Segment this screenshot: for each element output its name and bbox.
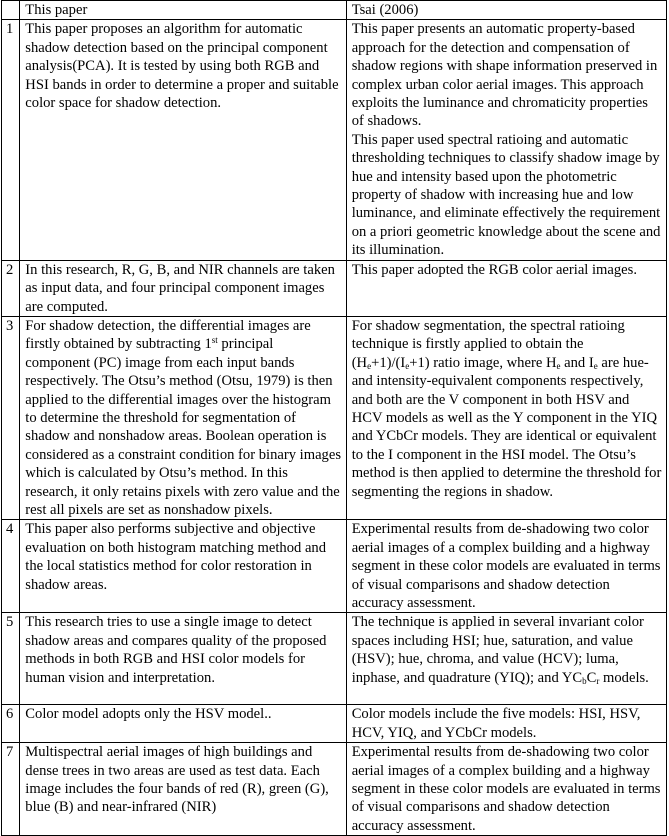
tsai-text-5: are hue- and intensity-equivalent components respectively, and both are the V component in both HSV and HCV models as well as the Y component in the YIQ and YCbCr models. They are identical or equivalent to the I component in the HSI model. The Otsu’s method is then applied to determine the threshold for segmenting the regions in shadow. xyxy=(351,354,662,500)
tsai-cell: Experimental results from de-shadowing two color aerial images of a complex building and a highway segment in these color models are evaluated in terms of visual comparisons and shadow detection accuracy assessment. xyxy=(346,743,666,836)
row-number: 2 xyxy=(2,260,20,316)
header-num-cell xyxy=(2,1,20,20)
subscript-e: e xyxy=(367,360,372,371)
subscript-e: e xyxy=(556,360,561,371)
row-number: 3 xyxy=(2,316,20,519)
tsai-cell: Experimental results from de-shadowing two color aerial images of a complex building and a highway segment in these color models are evaluated in terms of visual comparisons and shadow detection accuracy assessment. xyxy=(346,520,666,613)
table-row xyxy=(2,260,667,316)
subscript-b: b xyxy=(582,675,587,686)
table-header-row xyxy=(2,1,667,20)
table-row xyxy=(2,520,667,613)
row-number: 6 xyxy=(2,705,20,743)
this-paper-text: For shadow detection, the differential images are firstly obtained by subtracting 1 xyxy=(25,317,311,353)
tsai-cell xyxy=(346,613,666,705)
row-number: 1 xyxy=(2,20,20,260)
this-paper-cell: This paper also performs subjective and objective evaluation on both histogram matching method and the local statistics method for color restoration in shadow areas. xyxy=(20,520,346,613)
tsai-text: This paper presents an automatic property-based approach for the detection and compensation of shadow regions with shape information preserved in complex urban color aerial images. This approach exploits the luminance and chromaticity properties of shadows. xyxy=(351,21,658,130)
tsai-text: For shadow segmentation, the spectral ratioing technique is firstly applied to obtain the (H xyxy=(351,317,625,371)
this-paper-cell xyxy=(20,316,346,519)
table-row xyxy=(2,316,667,519)
row-number: 7 xyxy=(2,743,20,836)
superscript-st: st xyxy=(211,335,218,346)
tsai-text-2: This paper used spectral ratioing and automatic thresholding techniques to classify shadow image by hue and intensity based upon the photometric property of shadow with increasing hue and low luminance, and eliminate effectively the requirement on a priori geometric knowledge about the scene and its illumination. xyxy=(351,131,661,259)
tsai-text-3: +1) ratio image, where H xyxy=(409,354,557,371)
tsai-cell: This paper adopted the RGB color aerial images. xyxy=(346,260,666,316)
this-paper-cell: Multispectral aerial images of high buildings and dense trees in two areas are used as test data. Each image includes the four bands of red (R), green (G), blue (B) and near-infrared (NIR) xyxy=(20,743,346,836)
comparison-table xyxy=(1,0,667,836)
header-tsai: Tsai (2006) xyxy=(346,1,666,20)
this-paper-cell: This paper proposes an algorithm for automatic shadow detection based on the principal component analysis(PCA). It is tested by using both RGB and HSI bands in order to determine a proper and suitable color space for shadow detection. xyxy=(20,20,346,260)
tsai-text-2: +1)/(I xyxy=(371,354,406,371)
table-row xyxy=(2,743,667,836)
tsai-cell xyxy=(346,316,666,519)
tsai-text-2: C xyxy=(586,669,597,686)
tsai-text: The technique is applied in several invariant color spaces including HSI; hue, saturation, and value (HSV); hue, chroma, and value (HCV); luma, inphase, and quadrature (YIQ); and YC xyxy=(351,614,644,686)
tsai-text-4: and I xyxy=(560,354,594,371)
subscript-e: e xyxy=(405,360,410,371)
tsai-cell xyxy=(346,20,666,260)
this-paper-cell: Color model adopts only the HSV model.. xyxy=(20,705,346,743)
subscript-r: r xyxy=(596,675,600,686)
row-number: 4 xyxy=(2,520,20,613)
subscript-e: e xyxy=(593,360,598,371)
this-paper-text-2: principal component (PC) image from each input bands respectively. The Otsu’s method (Otsu, 1979) is then applied to the differential images over the histogram to determine the threshold for segmentation of shadow and nonshadow areas. Boolean operation is considered as a constraint condition for binary images which is calculated by Otsu’s method. In this research, it only retains pixels with zero value and the rest all pixels are set as nonshadow pixels. xyxy=(25,336,341,518)
this-paper-cell: In this research, R, G, B, and NIR channels are taken as input data, and four principal component images are computed. xyxy=(20,260,346,316)
tsai-cell: Color models include the five models: HSI, HSV, HCV, YIQ, and YCbCr models. xyxy=(346,705,666,743)
table-row xyxy=(2,20,667,260)
this-paper-cell: This research tries to use a single image to detect shadow areas and compares quality of the proposed methods in both RGB and HSI color models for human vision and interpretation. xyxy=(20,613,346,705)
header-this-paper: This paper xyxy=(20,1,346,20)
table-row xyxy=(2,705,667,743)
table-row xyxy=(2,613,667,705)
tsai-text-3: models. xyxy=(599,669,649,686)
row-number: 5 xyxy=(2,613,20,705)
